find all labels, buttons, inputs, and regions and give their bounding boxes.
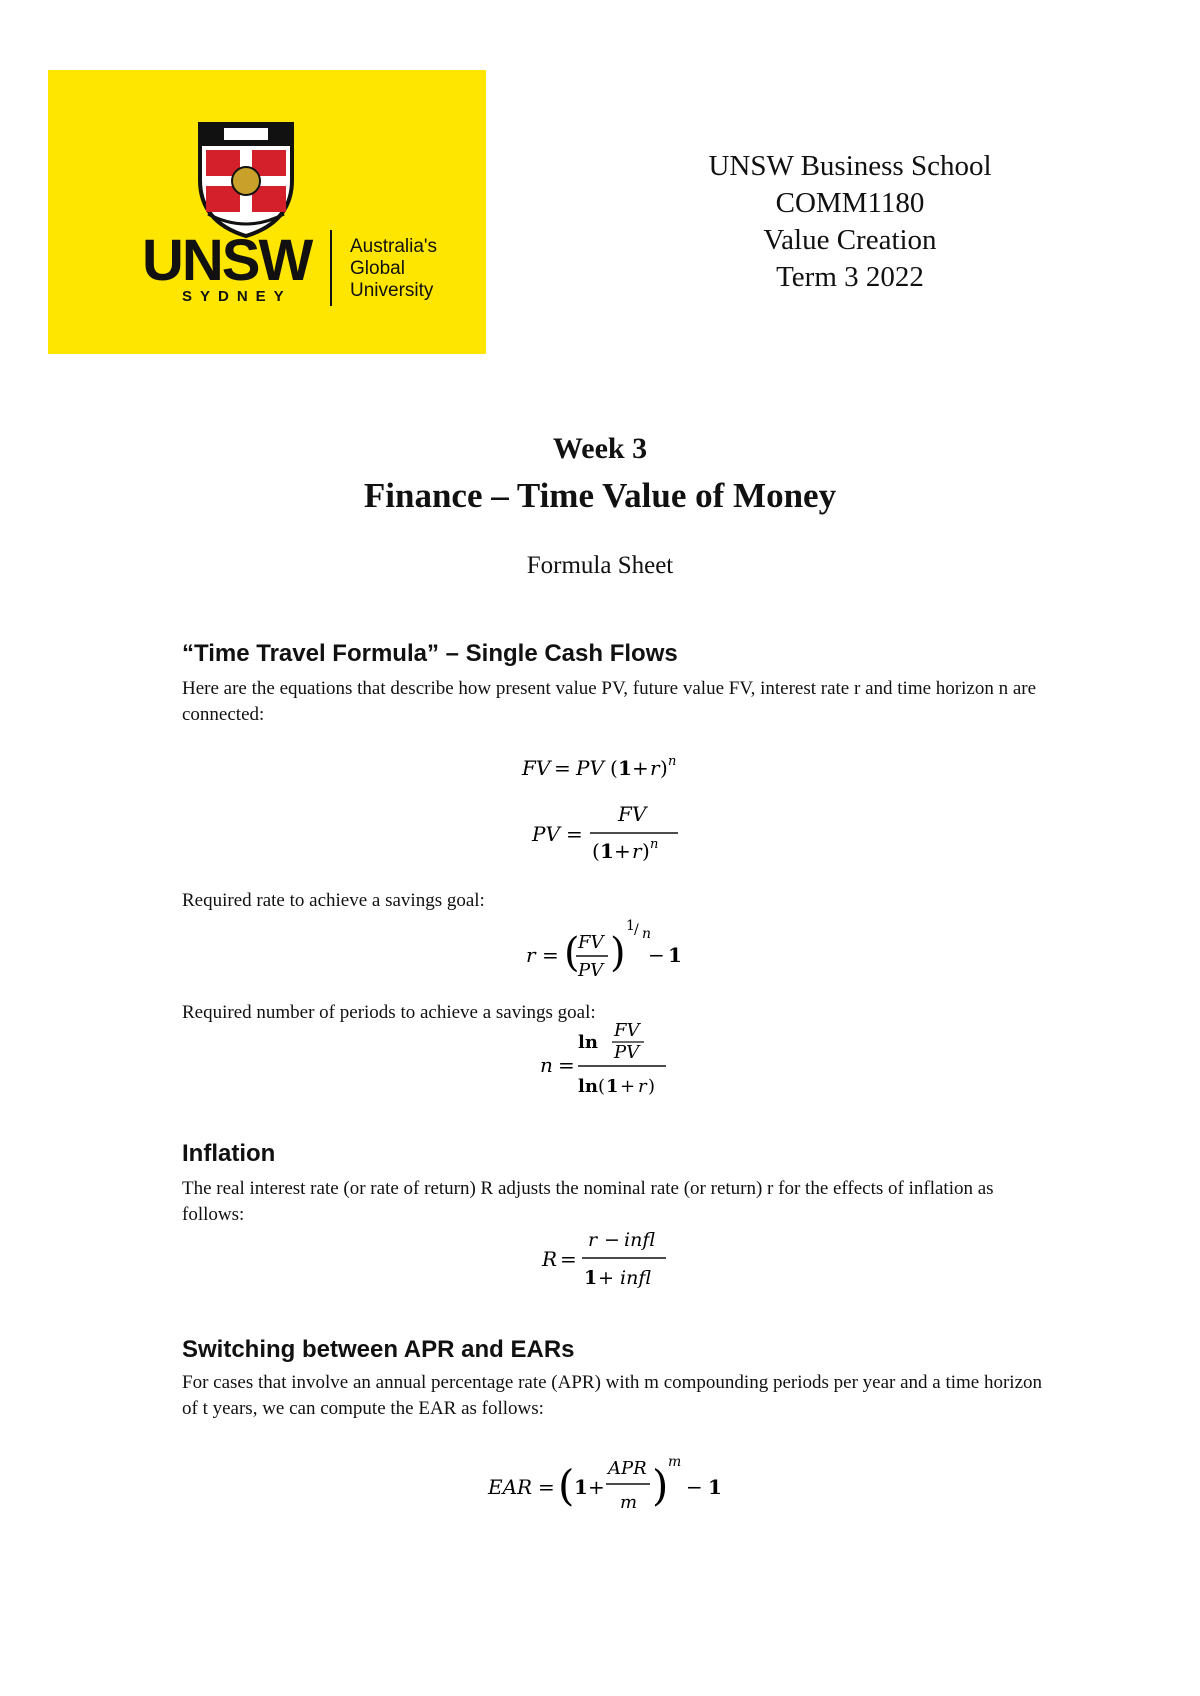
svg-text:EAR: EAR	[488, 1475, 533, 1499]
svg-text:ln: ln	[578, 1076, 598, 1097]
svg-text:PV: PV	[576, 756, 604, 780]
page-title: Finance – Time Value of Money	[363, 476, 837, 515]
section-heading-inflation: Inflation	[182, 1140, 276, 1167]
svg-text:r: r	[650, 756, 660, 780]
fv-formula	[470, 745, 730, 789]
svg-text:+: +	[620, 1076, 636, 1097]
svg-text:n: n	[668, 754, 677, 769]
svg-text:=: =	[538, 1475, 555, 1499]
svg-text:1: 1	[574, 1475, 588, 1499]
svg-text:r: r	[632, 839, 642, 863]
svg-text:r: r	[588, 1229, 598, 1251]
svg-text:−: −	[604, 1229, 620, 1251]
svg-text:R: R	[542, 1247, 558, 1271]
svg-text:=: =	[542, 943, 559, 967]
svg-text:+: +	[614, 839, 631, 863]
single-cash-flows-intro: Here are the equations that describe how present value PV, future value FV, interest rate r and time horizon n are connected:	[182, 678, 1037, 725]
svg-text:1: 1	[668, 943, 682, 967]
svg-text:/: /	[634, 922, 639, 938]
svg-text:FV: FV	[578, 932, 604, 953]
svg-text:FV: FV	[522, 756, 551, 780]
svg-text:r: r	[526, 943, 536, 967]
svg-text:n: n	[650, 837, 659, 852]
svg-text:): )	[660, 756, 668, 780]
svg-text:infl: infl	[624, 1229, 655, 1251]
unsw-wordmark: UNSW	[142, 228, 312, 293]
svg-text:(: (	[610, 756, 618, 780]
svg-text:m: m	[668, 1454, 682, 1470]
unsw-logo	[48, 70, 486, 354]
svg-text:+: +	[598, 1267, 614, 1289]
required-rate-formula	[470, 910, 730, 994]
svg-text:PV: PV	[614, 1042, 640, 1063]
svg-text:=: =	[558, 1053, 575, 1077]
svg-text:(: (	[592, 839, 600, 863]
sydney-wordmark: SYDNEY	[182, 288, 292, 305]
course-header	[620, 148, 1080, 296]
svg-text:): )	[648, 1076, 656, 1097]
tagline-line-3: University	[350, 280, 434, 301]
section-heading-single-cash-flows: “Time Travel Formula” – Single Cash Flows	[182, 640, 678, 667]
svg-text:1: 1	[708, 1475, 722, 1499]
school-name: UNSW Business School	[708, 150, 992, 182]
svg-text:1: 1	[618, 756, 632, 780]
required-periods-formula	[470, 1016, 730, 1116]
real-rate-formula	[470, 1222, 730, 1298]
logo-divider	[330, 230, 332, 306]
unsw-crest-icon	[194, 118, 298, 240]
svg-text:FV: FV	[618, 802, 647, 826]
svg-text:): )	[642, 839, 650, 863]
course-name: Value Creation	[763, 224, 937, 256]
ear-formula	[470, 1446, 750, 1526]
svg-text:(: (	[598, 1076, 606, 1097]
svg-text:−: −	[648, 943, 665, 967]
svg-text:m: m	[620, 1492, 638, 1513]
svg-text:(: (	[564, 930, 580, 976]
rate-label: Required rate to achieve a savings goal:	[182, 890, 485, 911]
tagline-line-1: Australia's	[350, 236, 438, 257]
svg-text:PV: PV	[578, 960, 604, 981]
term-label: Term 3 2022	[776, 261, 924, 293]
periods-label: Required number of periods to achieve a savings goal:	[182, 1002, 596, 1023]
svg-text:=: =	[560, 1247, 577, 1271]
svg-text:=: =	[554, 756, 571, 780]
svg-text:n: n	[642, 926, 652, 942]
svg-text:1: 1	[584, 1267, 598, 1289]
tagline-line-2: Global	[350, 258, 405, 279]
week-label: Week 3	[552, 432, 648, 465]
svg-text:−: −	[686, 1475, 703, 1499]
svg-text:(: (	[558, 1461, 575, 1510]
course-code: COMM1180	[775, 187, 925, 219]
svg-text:): )	[652, 1461, 669, 1510]
svg-text:FV: FV	[614, 1020, 640, 1041]
svg-text:+: +	[632, 756, 649, 780]
apr-ear-intro: For cases that involve an annual percentage rate (APR) with m compounding periods per year and a time horizon of t years, we can compute the EAR as follows:	[182, 1372, 1043, 1419]
svg-text:+: +	[588, 1475, 605, 1499]
svg-text:ln: ln	[578, 1032, 598, 1053]
svg-text:PV: PV	[532, 822, 560, 846]
inflation-intro: The real interest rate (or rate of return) R adjusts the nominal rate (or return) r for the effects of inflation as follows:	[182, 1178, 994, 1225]
svg-text:1: 1	[606, 1076, 619, 1097]
svg-text:APR: APR	[608, 1458, 647, 1479]
svg-text:): )	[610, 930, 626, 976]
svg-text:infl: infl	[620, 1267, 651, 1289]
svg-text:1: 1	[600, 839, 614, 863]
section-heading-apr-ear: Switching between APR and EARs	[182, 1336, 575, 1363]
pv-formula	[470, 796, 730, 872]
page-subtitle: Formula Sheet	[526, 552, 674, 579]
svg-text:n: n	[540, 1053, 553, 1077]
svg-text:=: =	[566, 822, 583, 846]
svg-text:r: r	[638, 1076, 647, 1097]
logo-tagline	[350, 236, 437, 302]
svg-text:1: 1	[626, 918, 635, 934]
